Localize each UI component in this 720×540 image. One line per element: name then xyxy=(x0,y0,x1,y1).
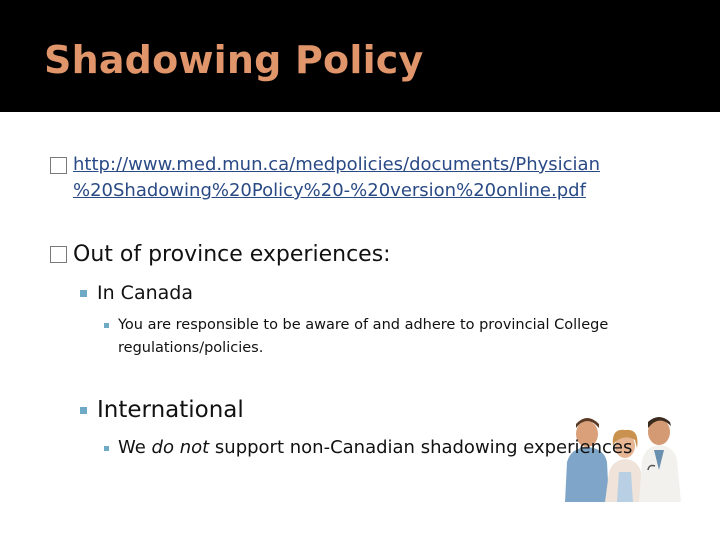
in-canada-item xyxy=(80,282,193,304)
sub-bullet-icon xyxy=(80,290,87,297)
in-canada-detail-item xyxy=(104,314,608,336)
policy-link-continued[interactable]: %20Shadowing%20Policy%20-%20version%20online.pdf xyxy=(73,180,586,201)
international-detail-emphasis: do not xyxy=(151,437,210,458)
square-bullet-icon xyxy=(50,246,67,263)
international-detail-after: support non-Canadian shadowing experiences xyxy=(209,437,633,458)
out-of-province-item xyxy=(50,242,391,267)
sub-sub-bullet-icon xyxy=(104,323,109,328)
out-of-province-label: Out of province experiences: xyxy=(73,242,391,267)
title-bar xyxy=(0,0,720,112)
square-bullet-icon xyxy=(50,157,67,174)
international-label: International xyxy=(97,397,244,423)
sub-sub-bullet-icon xyxy=(104,446,109,451)
page-title: Shadowing Policy xyxy=(44,38,424,82)
sub-bullet-icon xyxy=(80,407,87,414)
international-item xyxy=(80,397,244,423)
in-canada-detail-item-continued xyxy=(118,337,263,359)
international-detail-before: We xyxy=(118,437,152,458)
in-canada-detail: You are responsible to be aware of and adhere to provincial College xyxy=(118,317,609,333)
policy-link[interactable]: http://www.med.mun.ca/medpolicies/documents/Physician xyxy=(73,154,600,175)
international-detail-item xyxy=(104,437,632,459)
link-bullet-item xyxy=(50,152,600,178)
in-canada-detail-continued: regulations/policies. xyxy=(118,340,264,356)
in-canada-label: In Canada xyxy=(97,282,193,304)
link-bullet-item-continued xyxy=(73,178,586,204)
